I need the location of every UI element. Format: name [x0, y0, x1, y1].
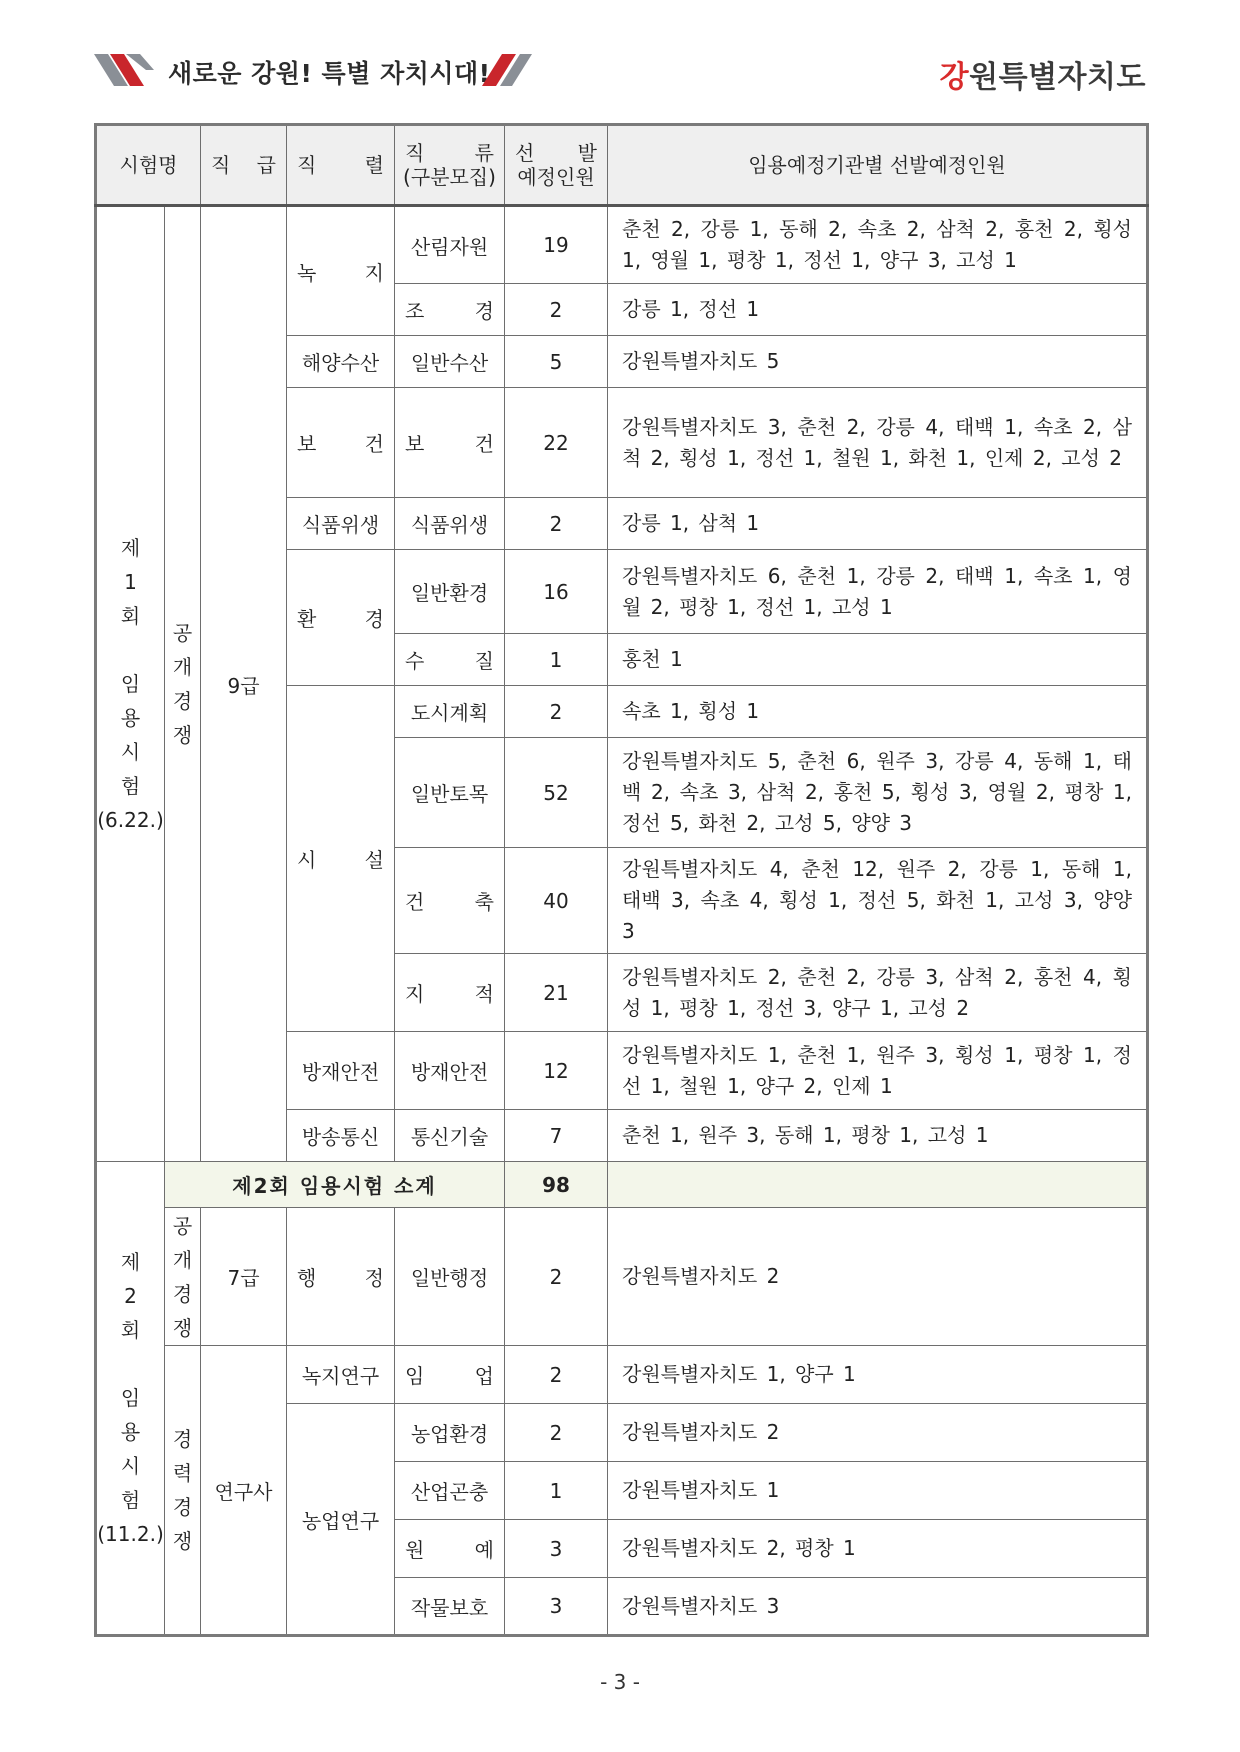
- number-cell: 3: [505, 1578, 608, 1636]
- series-cell: 시 설: [287, 686, 395, 1032]
- page-number: - 3 -: [600, 1670, 640, 1694]
- number-cell: 2: [505, 498, 608, 550]
- series-cell: 녹 지: [287, 206, 395, 336]
- number-cell: 52: [505, 738, 608, 848]
- header-distribution: 임용예정기관별 선발예정인원: [608, 125, 1148, 206]
- distribution-cell: 강원특별자치도 1: [608, 1462, 1148, 1520]
- class-cell: 지 적: [395, 954, 505, 1032]
- series-cell: 행 정: [287, 1208, 395, 1346]
- number-cell: 5: [505, 336, 608, 388]
- distribution-cell: 강원특별자치도 1, 춘천 1, 원주 3, 횡성 1, 평창 1, 정선 1, 철원 1, 양구 2, 인제 1: [608, 1032, 1148, 1110]
- distribution-cell: 강원특별자치도 5: [608, 336, 1148, 388]
- distribution-cell: 강원특별자치도 3, 춘천 2, 강릉 4, 태백 1, 속초 2, 삼척 2, 횡성 1, 정선 1, 철원 1, 화천 1, 인제 2, 고성 2: [608, 388, 1148, 498]
- number-cell: 21: [505, 954, 608, 1032]
- slogan-left-mark-icon: [94, 50, 154, 90]
- series-cell: 방송통신: [287, 1110, 395, 1162]
- class-cell: 농업환경: [395, 1404, 505, 1462]
- round2-exam-name: 제 2 회 임 용 시 험 (11.2.): [96, 1162, 165, 1636]
- class-cell: 수 질: [395, 634, 505, 686]
- distribution-cell: 강원특별자치도 2: [608, 1208, 1148, 1346]
- distribution-cell: 강원특별자치도 5, 춘천 6, 원주 3, 강릉 4, 동해 1, 태백 2, 속초 3, 삼척 2, 홍천 5, 횡성 3, 영월 2, 평창 1, 정선 5, 화천 2, 고성 5, 양양 3: [608, 738, 1148, 848]
- number-cell: 16: [505, 550, 608, 634]
- distribution-cell: 강원특별자치도 2: [608, 1404, 1148, 1462]
- header-planned-number: 선 발 예정인원: [505, 125, 608, 206]
- class-cell: 도시계획: [395, 686, 505, 738]
- series-cell: 녹지연구: [287, 1346, 395, 1404]
- series-cell: 농업연구: [287, 1404, 395, 1636]
- brand-logo-first: 강: [939, 60, 970, 95]
- header-exam: 시험명: [96, 125, 201, 206]
- series-cell: 방재안전: [287, 1032, 395, 1110]
- subtotal-label: 제2회 임용시험 소계: [165, 1162, 505, 1208]
- table-header-row: [96, 125, 1148, 206]
- distribution-cell: 강원특별자치도 2, 춘천 2, 강릉 3, 삼척 2, 홍천 4, 횡성 1, 평창 1, 정선 3, 양구 1, 고성 2: [608, 954, 1148, 1032]
- class-cell: 작물보호: [395, 1578, 505, 1636]
- header-class: 직 류 (구분모집): [395, 125, 505, 206]
- distribution-cell: 춘천 1, 원주 3, 동해 1, 평창 1, 고성 1: [608, 1110, 1148, 1162]
- distribution-cell: 강릉 1, 삼척 1: [608, 498, 1148, 550]
- class-cell: 방재안전: [395, 1032, 505, 1110]
- distribution-cell: 홍천 1: [608, 634, 1148, 686]
- number-cell: 12: [505, 1032, 608, 1110]
- subtotal-empty-cell: [608, 1162, 1148, 1208]
- class-cell: 일반수산: [395, 336, 505, 388]
- slogan-right-mark-icon: [482, 50, 532, 90]
- class-cell: 일반환경: [395, 550, 505, 634]
- brand-logo: [940, 52, 1146, 96]
- round1-exam-name: 제 1 회 임 용 시 험 (6.22.): [96, 206, 165, 1162]
- class-cell: 산림자원: [395, 206, 505, 284]
- series-cell: 환 경: [287, 550, 395, 686]
- subtotal-row: [96, 1162, 1148, 1208]
- distribution-cell: 강원특별자치도 4, 춘천 12, 원주 2, 강릉 1, 동해 1, 태백 3, 속초 4, 횡성 1, 정선 5, 화천 1, 고성 3, 양양 3: [608, 848, 1148, 954]
- class-cell: 산업곤충: [395, 1462, 505, 1520]
- table-row: [96, 1346, 1148, 1404]
- class-cell: 일반행정: [395, 1208, 505, 1346]
- round2-career-recruit-type: 경 력 경 쟁: [165, 1346, 201, 1636]
- round1-grade: 9급: [201, 206, 287, 1162]
- distribution-cell: 속초 1, 횡성 1: [608, 686, 1148, 738]
- distribution-cell: 강원특별자치도 1, 양구 1: [608, 1346, 1148, 1404]
- class-cell: 임 업: [395, 1346, 505, 1404]
- recruitment-table: [94, 123, 1149, 1637]
- series-cell: 해양수산: [287, 336, 395, 388]
- distribution-cell: 춘천 2, 강릉 1, 동해 2, 속초 2, 삼척 2, 홍천 2, 횡성 1, 영월 1, 평창 1, 정선 1, 양구 3, 고성 1: [608, 206, 1148, 284]
- class-cell: 보 건: [395, 388, 505, 498]
- number-cell: 3: [505, 1520, 608, 1578]
- class-cell: 원 예: [395, 1520, 505, 1578]
- slogan-text: 새로운 강원! 특별 자치시대!: [168, 59, 491, 88]
- header-grade: 직 급: [201, 125, 287, 206]
- series-cell: 식품위생: [287, 498, 395, 550]
- number-cell: 2: [505, 284, 608, 336]
- number-cell: 40: [505, 848, 608, 954]
- number-cell: 1: [505, 634, 608, 686]
- distribution-cell: 강원특별자치도 3: [608, 1578, 1148, 1636]
- class-cell: 건 축: [395, 848, 505, 954]
- class-cell: 식품위생: [395, 498, 505, 550]
- page-header: [94, 50, 1146, 94]
- number-cell: 2: [505, 686, 608, 738]
- distribution-cell: 강원특별자치도 6, 춘천 1, 강릉 2, 태백 1, 속초 1, 영월 2, 평창 1, 정선 1, 고성 1: [608, 550, 1148, 634]
- brand-logo-rest: 원특별자치도: [969, 60, 1146, 95]
- series-cell: 보 건: [287, 388, 395, 498]
- number-cell: 22: [505, 388, 608, 498]
- header-series: 직 렬: [287, 125, 395, 206]
- number-cell: 2: [505, 1404, 608, 1462]
- subtotal-value: 98: [505, 1162, 608, 1208]
- class-cell: 일반토목: [395, 738, 505, 848]
- table-row: [96, 206, 1148, 284]
- number-cell: 1: [505, 1462, 608, 1520]
- round2-open-grade: 7급: [201, 1208, 287, 1346]
- number-cell: 7: [505, 1110, 608, 1162]
- number-cell: 19: [505, 206, 608, 284]
- table-row: [96, 1208, 1148, 1346]
- round1-recruit-type: 공 개 경 쟁: [165, 206, 201, 1162]
- distribution-cell: 강원특별자치도 2, 평창 1: [608, 1520, 1148, 1578]
- class-cell: 통신기술: [395, 1110, 505, 1162]
- distribution-cell: 강릉 1, 정선 1: [608, 284, 1148, 336]
- round2-career-grade: 연구사: [201, 1346, 287, 1636]
- number-cell: 2: [505, 1208, 608, 1346]
- class-cell: 조 경: [395, 284, 505, 336]
- round2-open-recruit-type: 공 개 경 쟁: [165, 1208, 201, 1346]
- number-cell: 2: [505, 1346, 608, 1404]
